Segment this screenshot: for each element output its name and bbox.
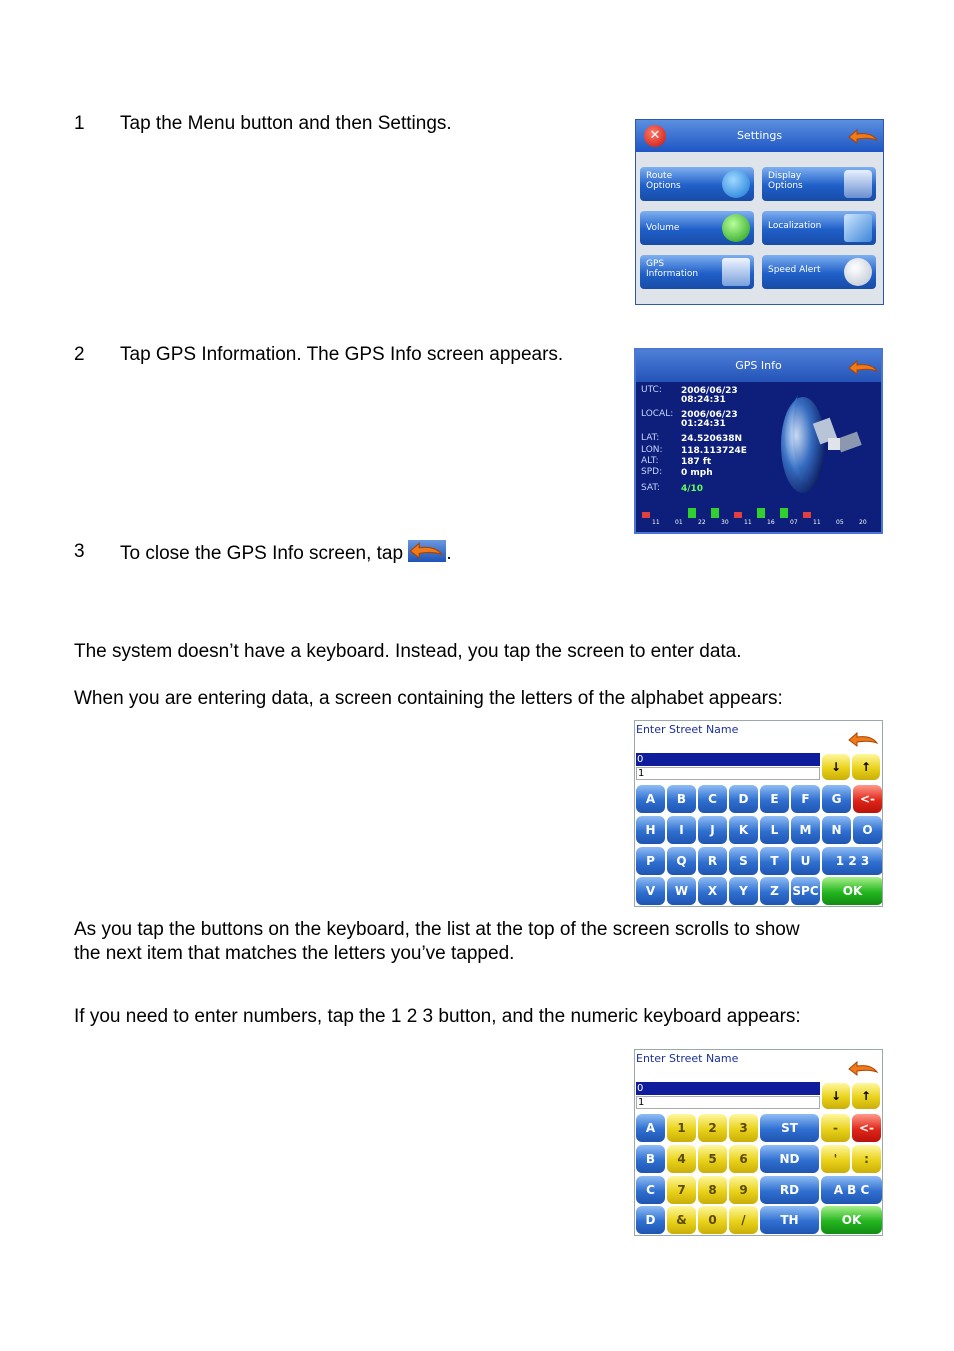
key-7[interactable]: 7 [667, 1176, 696, 1204]
key-backspace[interactable]: <- [853, 785, 882, 813]
key-r[interactable]: R [698, 847, 727, 875]
gps-information-label: GPS Information [646, 259, 699, 279]
paragraph-scroll-2: the next item that matches the letters you’ve tapped. [74, 943, 515, 964]
gps-info-screenshot [634, 348, 883, 534]
keyboard-title: Enter Street Name [636, 723, 739, 736]
key-0[interactable]: 0 [698, 1206, 727, 1234]
key-st[interactable]: ST [760, 1114, 819, 1142]
key-h[interactable]: H [636, 816, 665, 844]
back-arrow-icon[interactable] [847, 359, 879, 375]
scroll-up-button[interactable]: ↑ [852, 754, 880, 780]
key-slash[interactable]: / [729, 1206, 758, 1234]
route-icon [722, 170, 750, 198]
paragraph-scroll-1: As you tap the buttons on the keyboard, the list at the top of the screen scrolls to show [74, 919, 800, 940]
satellite-id: 16 [767, 519, 775, 526]
key-1-2-3[interactable]: 1 2 3 [822, 847, 883, 875]
volume-icon [722, 214, 750, 242]
key-i[interactable]: I [667, 816, 696, 844]
list-line[interactable]: 1 [636, 767, 820, 780]
speed-alert-button[interactable] [762, 255, 876, 289]
satellite-earth-icon [778, 390, 868, 500]
key-x[interactable]: X [698, 877, 727, 905]
route-options-label: Route Options [646, 171, 681, 191]
utc-label: UTC: [641, 385, 662, 395]
alpha-keyboard-screenshot [634, 720, 883, 907]
utc-date: 2006/06/23 [681, 386, 738, 396]
key-d[interactable]: D [729, 785, 758, 813]
satellite-id: 30 [721, 519, 729, 526]
key-q[interactable]: Q [667, 847, 696, 875]
back-arrow-icon[interactable] [847, 731, 879, 747]
satellite-signal-bars [642, 504, 872, 526]
display-options-label: Display Options [768, 171, 803, 191]
volume-button[interactable] [640, 211, 754, 245]
document-icon [722, 258, 750, 286]
key-j[interactable]: J [698, 816, 727, 844]
speedometer-icon [844, 258, 872, 286]
key-e[interactable]: E [760, 785, 789, 813]
satellite-id: 05 [836, 519, 844, 526]
numeric-keyboard-screenshot [634, 1049, 883, 1236]
satellite-id: 20 [859, 519, 867, 526]
satellite-signal-bar [688, 508, 696, 518]
satellite-id: 11 [744, 519, 752, 526]
sat-label: SAT: [641, 483, 660, 493]
paragraph-no-keyboard: The system doesn’t have a keyboard. Instead, you tap the screen to enter data. [74, 641, 742, 662]
satellite-signal-bar [642, 512, 650, 518]
key-6[interactable]: 6 [729, 1145, 758, 1173]
lat-label: LAT: [641, 433, 660, 443]
step-3-number: 3 [74, 541, 85, 562]
satellite-id: 07 [790, 519, 798, 526]
step-1-number: 1 [74, 113, 85, 134]
satellite-id: 01 [675, 519, 683, 526]
lon-label: LON: [641, 445, 663, 455]
key-c[interactable]: C [698, 785, 727, 813]
key-z[interactable]: Z [760, 877, 789, 905]
spd-value: 0 mph [681, 468, 713, 478]
key-s[interactable]: S [729, 847, 758, 875]
volume-label: Volume [646, 223, 680, 233]
local-label: LOCAL: [641, 409, 674, 419]
key-1[interactable]: 1 [667, 1114, 696, 1142]
key-a[interactable]: A [636, 1114, 665, 1142]
key-a-b-c[interactable]: A B C [821, 1176, 882, 1204]
alt-value: 187 ft [681, 457, 712, 467]
step-2-number: 2 [74, 344, 85, 365]
key-5[interactable]: 5 [698, 1145, 727, 1173]
key-9[interactable]: 9 [729, 1176, 758, 1204]
key-b[interactable]: B [667, 785, 696, 813]
key-b[interactable]: B [636, 1145, 665, 1173]
key-hyphen[interactable]: - [821, 1114, 850, 1142]
satellite-id: 11 [813, 519, 821, 526]
satellite-signal-bar [803, 512, 811, 518]
key-spc[interactable]: SPC [791, 877, 820, 905]
keyboard-title: Enter Street Name [636, 1052, 739, 1065]
key-m[interactable]: M [791, 816, 820, 844]
key-d[interactable]: D [636, 1206, 665, 1234]
display-options-button[interactable] [762, 167, 876, 201]
settings-screenshot [635, 119, 884, 305]
satellite-signal-bar [780, 508, 788, 518]
paragraph-numbers: If you need to enter numbers, tap the 1 2 3 button, and the numeric keyboard appears: [74, 1006, 801, 1027]
key-v[interactable]: V [636, 877, 665, 905]
gps-information-button[interactable] [640, 255, 754, 289]
satellite-id: 11 [652, 519, 660, 526]
scroll-down-button[interactable]: ↓ [822, 1083, 850, 1109]
list-line-selected[interactable]: 0 [636, 1082, 820, 1095]
scroll-down-button[interactable]: ↓ [822, 754, 850, 780]
local-time: 01:24:31 [681, 419, 726, 429]
key-4[interactable]: 4 [667, 1145, 696, 1173]
settings-title: Settings [736, 129, 783, 142]
key-o[interactable]: O [853, 816, 882, 844]
key-apostrophe[interactable]: ' [821, 1145, 850, 1173]
key-ok[interactable]: OK [822, 877, 883, 905]
key-ampersand[interactable]: & [667, 1206, 696, 1234]
scroll-up-button[interactable]: ↑ [852, 1083, 880, 1109]
key-p[interactable]: P [636, 847, 665, 875]
key-8[interactable]: 8 [698, 1176, 727, 1204]
key-t[interactable]: T [760, 847, 789, 875]
step-1-text: Tap the Menu button and then Settings. [120, 113, 452, 134]
back-arrow-icon[interactable] [847, 1060, 879, 1076]
pen-icon [844, 214, 872, 242]
step-3-text [120, 540, 452, 566]
localization-label: Localization [768, 221, 822, 231]
list-line[interactable]: 1 [636, 1096, 820, 1109]
key-k[interactable]: K [729, 816, 758, 844]
local-date: 2006/06/23 [681, 410, 738, 420]
key-l[interactable]: L [760, 816, 789, 844]
key-u[interactable]: U [791, 847, 820, 875]
gps-title: GPS Info [735, 359, 782, 372]
satellite-signal-bar [757, 508, 765, 518]
key-3[interactable]: 3 [729, 1114, 758, 1142]
step-2-text: Tap GPS Information. The GPS Info screen appears. [120, 344, 564, 365]
key-f[interactable]: F [791, 785, 820, 813]
back-arrow-icon[interactable] [408, 540, 446, 562]
key-ok[interactable]: OK [821, 1206, 882, 1234]
key-nd[interactable]: ND [760, 1145, 819, 1173]
key-n[interactable]: N [822, 816, 851, 844]
step-3-suffix: . [446, 543, 452, 564]
key-g[interactable]: G [822, 785, 851, 813]
lat-value: 24.520638N [681, 434, 743, 444]
sat-value: 4/10 [681, 484, 704, 494]
utc-time: 08:24:31 [681, 395, 726, 405]
speed-alert-label: Speed Alert [768, 265, 821, 275]
key-w[interactable]: W [667, 877, 696, 905]
route-options-button[interactable] [640, 167, 754, 201]
key-backspace[interactable]: <- [852, 1114, 881, 1142]
key-c[interactable]: C [636, 1176, 665, 1204]
settings-title-bar [636, 120, 883, 152]
key-rd[interactable]: RD [760, 1176, 819, 1204]
key-th[interactable]: TH [760, 1206, 819, 1234]
list-line-selected[interactable]: 0 [636, 753, 820, 766]
back-arrow-icon[interactable] [847, 128, 879, 144]
satellite-signal-bar [711, 508, 719, 518]
key-y[interactable]: Y [729, 877, 758, 905]
close-icon[interactable]: ✕ [644, 125, 666, 147]
key-a[interactable]: A [636, 785, 665, 813]
localization-button[interactable] [762, 211, 876, 245]
gps-title-bar [636, 350, 881, 382]
monitor-icon [844, 170, 872, 198]
key-colon[interactable]: : [852, 1145, 881, 1173]
satellite-id: 22 [698, 519, 706, 526]
step-3-text-main: To close the GPS Info screen, tap [120, 543, 404, 564]
alt-label: ALT: [641, 456, 659, 466]
lon-value: 118.113724E [681, 446, 747, 456]
paragraph-alphabet-screen: When you are entering data, a screen containing the letters of the alphabet appears: [74, 688, 783, 709]
key-2[interactable]: 2 [698, 1114, 727, 1142]
satellite-signal-bar [734, 512, 742, 518]
spd-label: SPD: [641, 467, 663, 477]
